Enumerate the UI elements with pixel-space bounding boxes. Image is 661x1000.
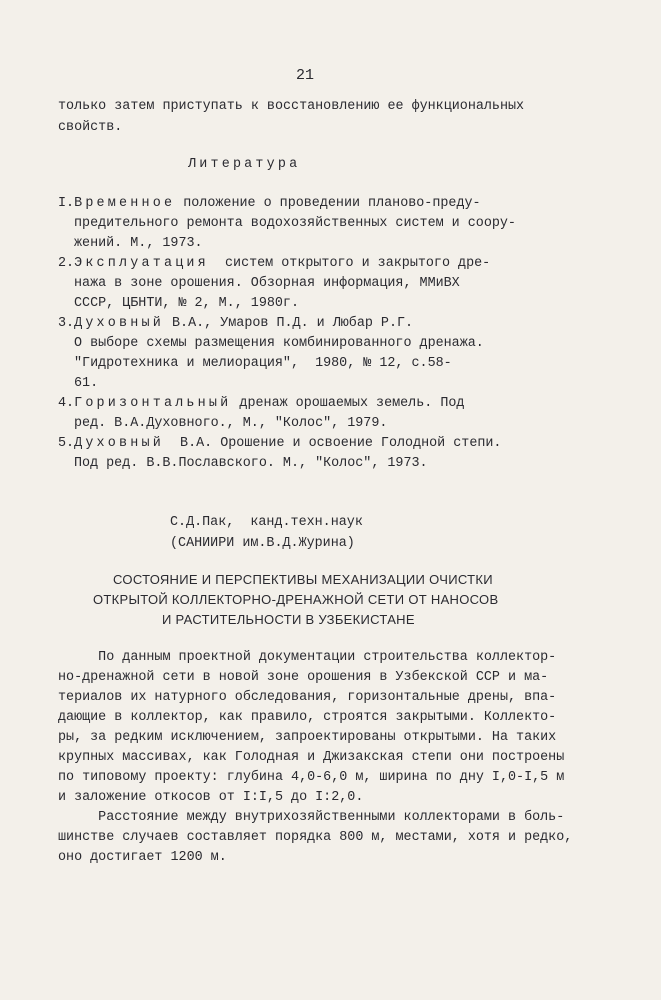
item-spaced-word: Эксплуатация [74, 256, 209, 271]
item-text: дренаж орошаемых земель. Под [231, 396, 465, 411]
literature-item-3-cont: О выборе схемы размещения комбинированного дренажа. [74, 336, 484, 351]
literature-item-5 [58, 436, 501, 452]
article-title-line-3: И РАСТИТЕЛЬНОСТИ В УЗБЕКИСТАНЕ [162, 612, 415, 627]
body-line: Расстояние между внутрихозяйственными коллекторами в боль- [58, 810, 565, 825]
intro-line-2: свойств. [58, 120, 123, 135]
item-text: В.А. Орошение и освоение Голодной степи. [163, 436, 502, 451]
body-line: крупных массивах, как Голодная и Джизакская степи они построены [58, 750, 565, 765]
body-line: дающие в коллектор, как правило, строятся закрытыми. Коллекто- [58, 710, 557, 725]
literature-item-1-cont: жений. М., 1973. [74, 236, 203, 251]
literature-item-3-cont: 61. [74, 376, 99, 391]
body-line: и заложение откосов от I:I,5 до I:2,0. [58, 790, 364, 805]
literature-item-4-cont: ред. В.А.Духовного., М., "Колос", 1979. [74, 416, 388, 431]
item-number: 5. [58, 436, 75, 451]
literature-item-3 [58, 316, 413, 332]
item-text: положение о проведении планово-преду- [175, 196, 481, 211]
item-number: 2. [58, 256, 75, 271]
body-line: По данным проектной документации строительства коллектор- [58, 650, 557, 665]
body-line: шинстве случаев составляет порядка 800 м, местами, хотя и редко, [58, 830, 573, 845]
article-title-line-1: СОСТОЯНИЕ И ПЕРСПЕКТИВЫ МЕХАНИЗАЦИИ ОЧИСТКИ [113, 572, 493, 587]
article-title-line-2: ОТКРЫТОЙ КОЛЛЕКТОРНО-ДРЕНАЖНОЙ СЕТИ ОТ НАНОСОВ [93, 592, 499, 607]
literature-item-3-cont: "Гидротехника и мелиорация", 1980, № 12, с.58- [74, 356, 452, 371]
literature-item-2-cont: нажа в зоне орошения. Обзорная информация, ММиВХ [74, 276, 460, 291]
item-spaced-word: Горизонтальный [74, 396, 232, 411]
body-line: но-дренажной сети в новой зоне орошения в Узбекской ССР и ма- [58, 670, 549, 685]
body-line: ры, за редким исключением, запроектированы открытыми. На таких [58, 730, 557, 745]
page-number: 21 [296, 67, 315, 84]
author-name: С.Д.Пак, канд.техн.наук [170, 515, 363, 530]
body-line: териалов их натурного обследования, горизонтальные дрены, впа- [58, 690, 557, 705]
item-spaced-word: Духовный [74, 316, 164, 331]
item-text: В.А., Умаров П.Д. и Любар Р.Г. [163, 316, 414, 331]
item-text: систем открытого и закрытого дре- [208, 256, 491, 271]
item-number: I. [58, 196, 75, 211]
literature-item-1 [58, 196, 481, 212]
literature-item-2-cont: СССР, ЦБНТИ, № 2, М., 1980г. [74, 296, 299, 311]
body-line: оно достигает 1200 м. [58, 850, 227, 865]
item-spaced-word: Временное [74, 196, 176, 211]
literature-item-5-cont: Под ред. В.В.Пославского. М., "Колос", 1973. [74, 456, 428, 471]
literature-heading: Литература [188, 157, 301, 172]
literature-item-4 [58, 396, 464, 412]
intro-line-1: только затем приступать к восстановлению ее функциональных [58, 99, 525, 114]
item-spaced-word: Духовный [74, 436, 164, 451]
author-affiliation: (САНИИРИ им.В.Д.Журина) [170, 536, 355, 551]
body-line: по типовому проекту: глубина 4,0-6,0 м, ширина по дну I,0-I,5 м [58, 770, 565, 785]
item-number: 3. [58, 316, 75, 331]
literature-item-2 [58, 256, 490, 272]
literature-item-1-cont: предительного ремонта водохозяйственных систем и соору- [74, 216, 516, 231]
item-number: 4. [58, 396, 75, 411]
